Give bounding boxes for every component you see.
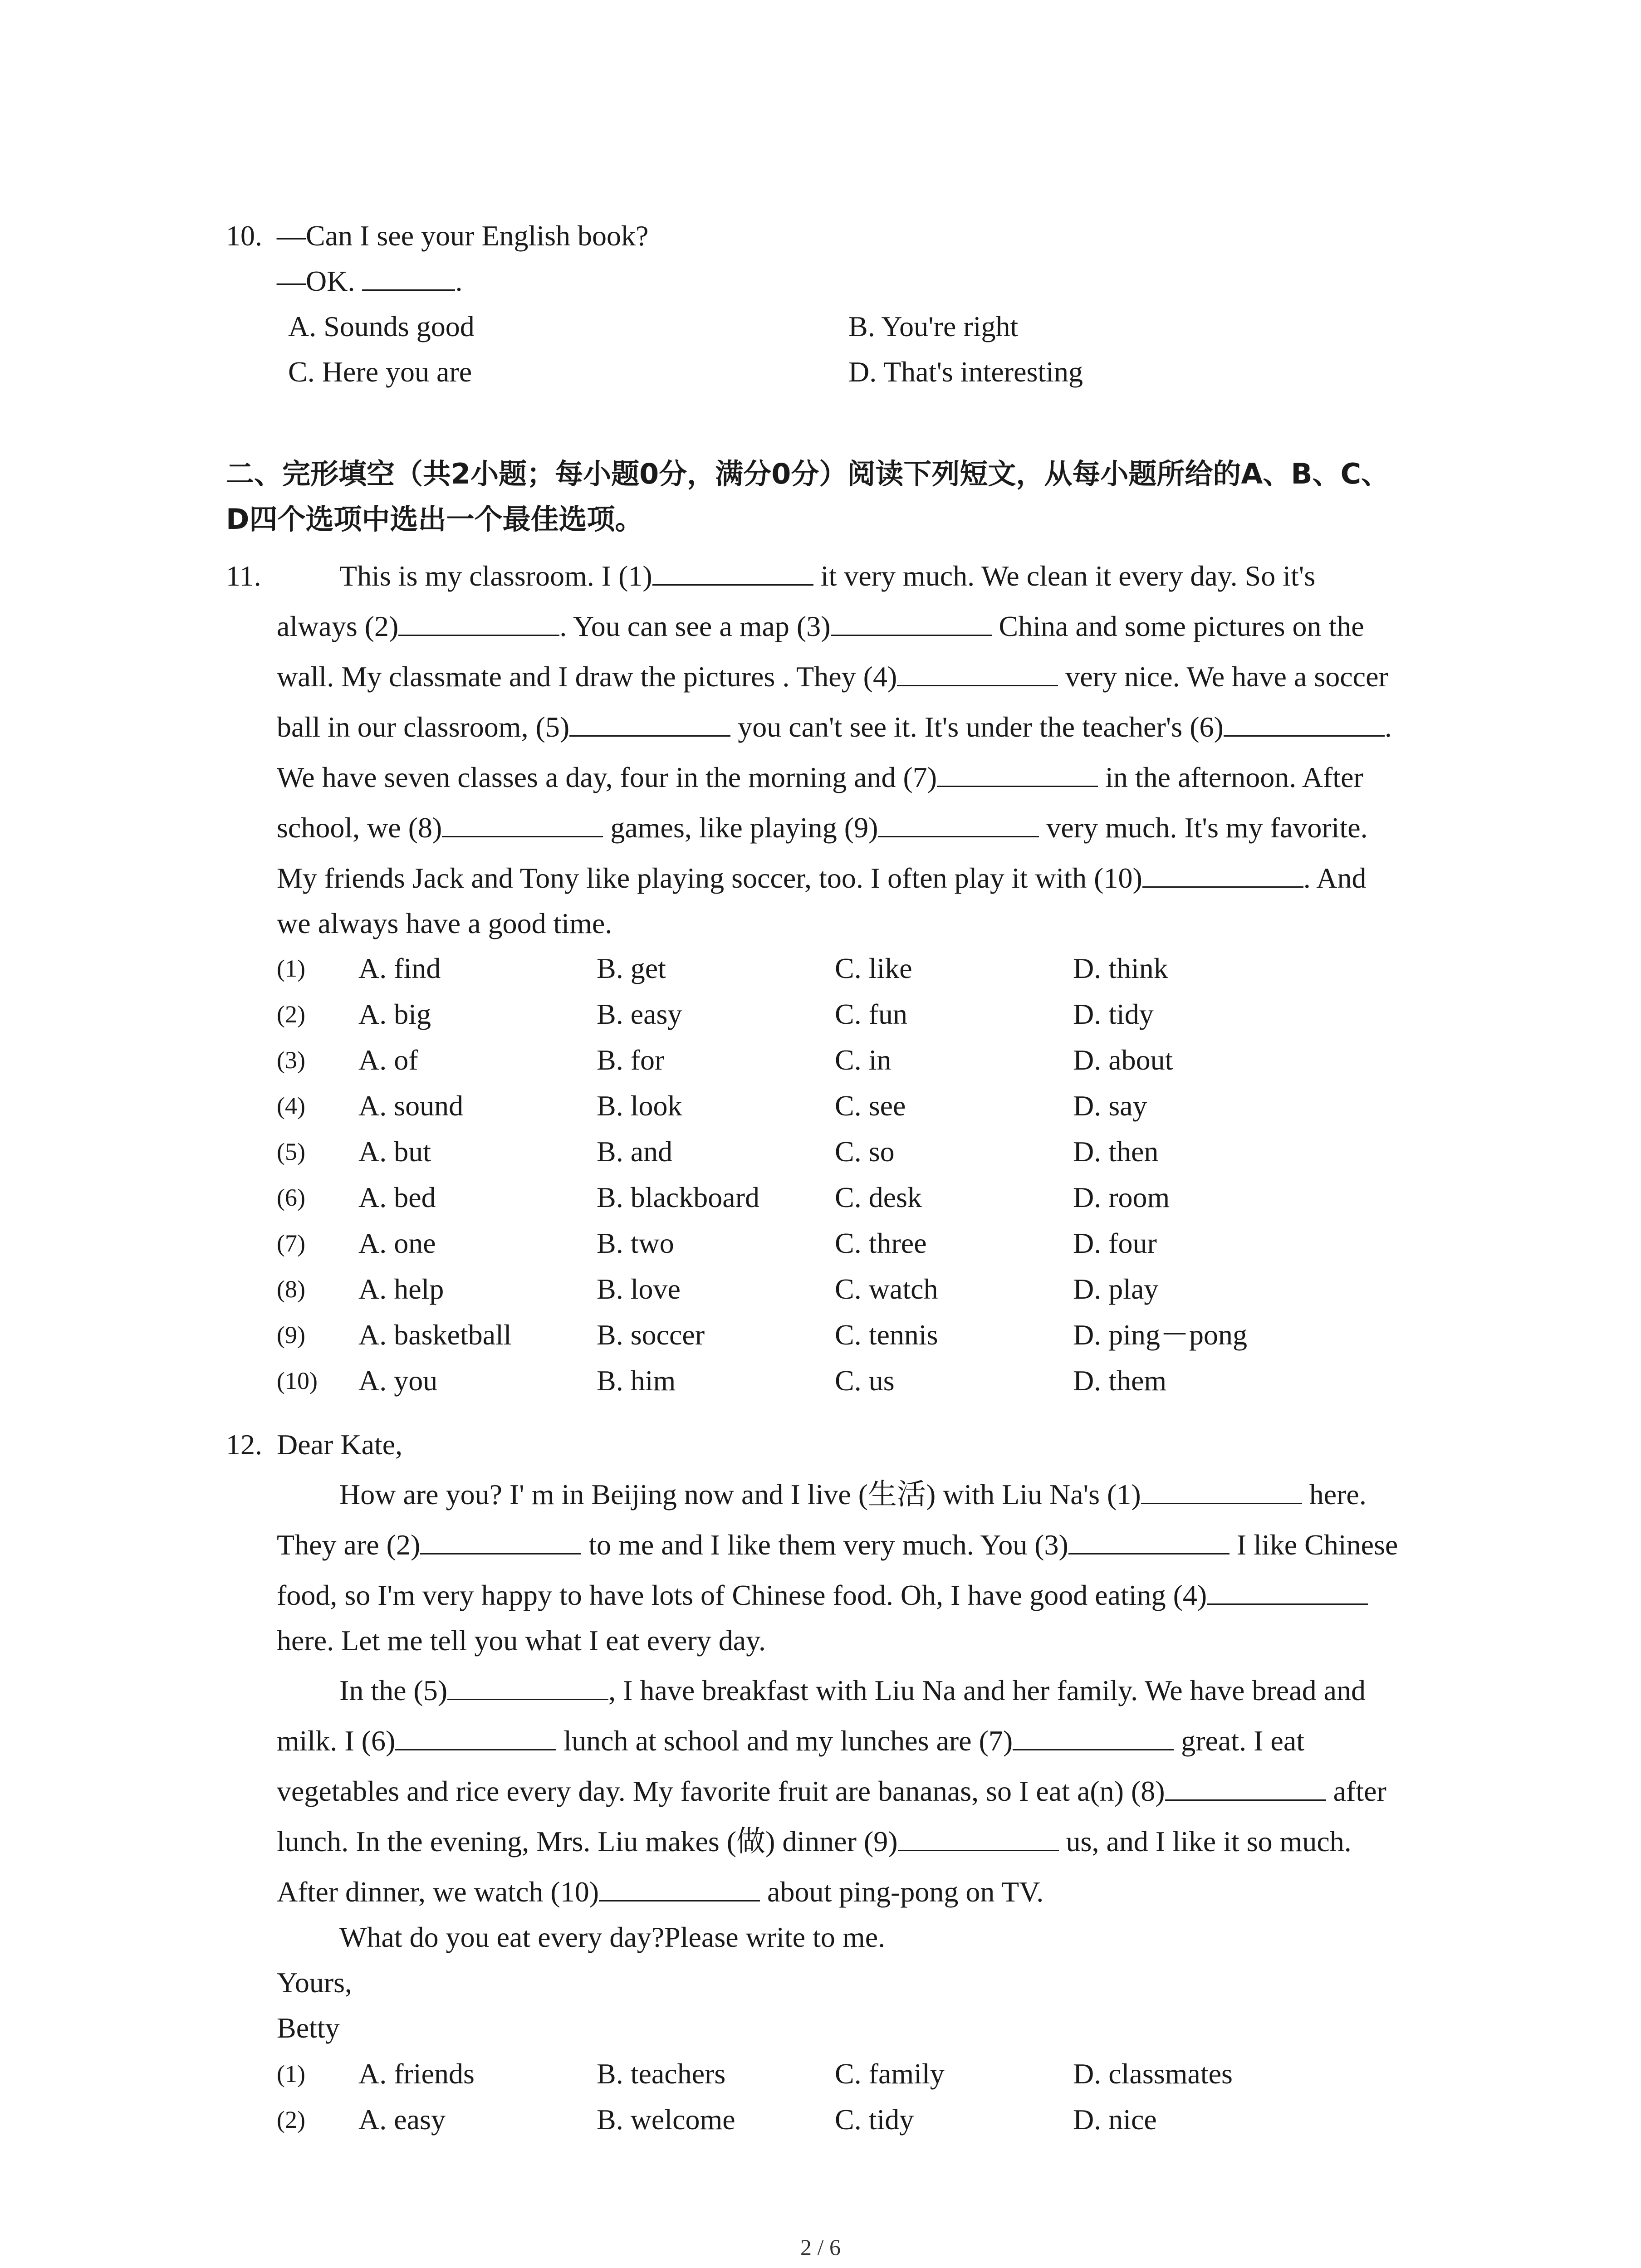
section-heading-line2: D四个选项中选出一个最佳选项。 bbox=[226, 503, 643, 536]
answer-blank bbox=[599, 1872, 760, 1901]
q10-line1: —Can I see your English book? bbox=[277, 220, 649, 252]
option-a: A. find bbox=[358, 952, 441, 984]
answer-blank bbox=[1165, 1771, 1326, 1801]
answer-blank bbox=[1141, 1475, 1302, 1504]
q10-option-c: C. Here you are bbox=[288, 356, 472, 388]
option-a: A. help bbox=[358, 1273, 444, 1305]
q11-passage-line: we always have a good time. bbox=[277, 907, 612, 939]
section-heading-line1: 二、完形填空（共2小题；每小题0分，满分0分）阅读下列短文，从每小题所给的A、B、C、 bbox=[226, 457, 1390, 490]
option-d: D. about bbox=[1073, 1044, 1173, 1076]
option-row-number: (10) bbox=[277, 1367, 318, 1394]
answer-blank bbox=[937, 758, 1098, 787]
option-row-number: (1) bbox=[277, 955, 305, 982]
option-row-number: (9) bbox=[277, 1321, 305, 1349]
q10-line2-prefix: —OK. bbox=[277, 265, 362, 297]
option-row-number: (5) bbox=[277, 1138, 305, 1165]
option-b: B. blackboard bbox=[597, 1181, 759, 1213]
q12-letter-line: here. Let me tell you what I eat every day. bbox=[277, 1624, 766, 1657]
option-row-number: (2) bbox=[277, 2106, 305, 2133]
answer-blank bbox=[420, 1525, 581, 1554]
option-row-number: (1) bbox=[277, 2060, 305, 2087]
q10-line2-suffix: . bbox=[455, 265, 463, 297]
q11-passage-line: school, we (8) games, like playing (9) very much. It's my favorite. bbox=[277, 805, 1368, 850]
q10-option-a: A. Sounds good bbox=[288, 310, 475, 342]
option-d: D. nice bbox=[1073, 2103, 1157, 2136]
q12-letter-line: In the (5) , I have breakfast with Liu Na and her family. We have bread and bbox=[339, 1668, 1366, 1713]
option-d: D. think bbox=[1073, 952, 1168, 984]
option-a: A. big bbox=[358, 998, 431, 1030]
answer-blank bbox=[878, 808, 1039, 837]
option-c: C. tennis bbox=[835, 1319, 938, 1351]
option-b: B. easy bbox=[597, 998, 682, 1030]
answer-blank bbox=[362, 261, 455, 291]
option-d: D. classmates bbox=[1073, 2058, 1233, 2090]
answer-blank bbox=[1068, 1525, 1230, 1554]
option-row-number: (7) bbox=[277, 1230, 305, 1257]
q11-passage-line: always (2) . You can see a map (3) China and some pictures on the bbox=[277, 604, 1364, 649]
option-c: C. see bbox=[835, 1090, 906, 1122]
option-c: C. us bbox=[835, 1364, 895, 1397]
option-row-number: (8) bbox=[277, 1276, 305, 1303]
option-c: C. so bbox=[835, 1135, 895, 1168]
option-a: A. easy bbox=[358, 2103, 446, 2136]
option-b: B. two bbox=[597, 1227, 674, 1259]
q10-option-d: D. That's interesting bbox=[848, 356, 1083, 388]
q12-letter-line: milk. I (6) lunch at school and my lunches are (7) great. I eat bbox=[277, 1718, 1304, 1764]
page-number: 2 / 6 bbox=[800, 2234, 841, 2260]
option-a: A. basketball bbox=[358, 1319, 512, 1351]
option-b: B. him bbox=[597, 1364, 676, 1397]
q11-number: 11. bbox=[226, 560, 261, 592]
option-d: D. them bbox=[1073, 1364, 1167, 1397]
q12-letter-line: vegetables and rice every day. My favorite fruit are bananas, so I eat a(n) (8) after bbox=[277, 1769, 1386, 1814]
answer-blank bbox=[652, 556, 813, 586]
q12-signature: Betty bbox=[277, 2012, 340, 2044]
option-b: B. soccer bbox=[597, 1319, 705, 1351]
answer-blank bbox=[831, 606, 992, 636]
answer-blank bbox=[398, 606, 559, 636]
option-b: B. and bbox=[597, 1135, 673, 1168]
option-c: C. in bbox=[835, 1044, 892, 1076]
q12-greeting: Dear Kate, bbox=[277, 1428, 403, 1461]
q12-letter-line: What do you eat every day?Please write to me. bbox=[339, 1921, 886, 1953]
answer-blank bbox=[897, 657, 1058, 686]
option-b: B. get bbox=[597, 952, 666, 984]
q12-closing: Yours, bbox=[277, 1966, 353, 1999]
option-a: A. bed bbox=[358, 1181, 436, 1213]
option-c: C. desk bbox=[835, 1181, 922, 1213]
option-d: D. say bbox=[1073, 1090, 1147, 1122]
option-d: D. room bbox=[1073, 1181, 1170, 1213]
option-c: C. fun bbox=[835, 998, 907, 1030]
option-a: A. one bbox=[358, 1227, 436, 1259]
answer-blank bbox=[1207, 1575, 1368, 1605]
option-a: A. sound bbox=[358, 1090, 464, 1122]
option-d: D. tidy bbox=[1073, 998, 1154, 1030]
q10-line2 bbox=[277, 259, 462, 304]
answer-blank bbox=[1224, 707, 1385, 737]
answer-blank bbox=[447, 1671, 608, 1700]
option-row-number: (6) bbox=[277, 1184, 305, 1211]
q11-passage-line: ball in our classroom, (5) you can't see it. It's under the teacher's (6) . bbox=[277, 704, 1392, 750]
option-d: D. play bbox=[1073, 1273, 1159, 1305]
option-b: B. teachers bbox=[597, 2058, 726, 2090]
q12-number: 12. bbox=[226, 1428, 262, 1461]
q11-passage-line: wall. My classmate and I draw the pictures . They (4) very nice. We have a soccer bbox=[277, 654, 1388, 699]
option-d: D. ping－pong bbox=[1073, 1319, 1247, 1351]
option-b: B. for bbox=[597, 1044, 665, 1076]
option-c: C. three bbox=[835, 1227, 927, 1259]
option-b: B. welcome bbox=[597, 2103, 735, 2136]
answer-blank bbox=[898, 1822, 1059, 1851]
answer-blank bbox=[569, 707, 730, 737]
option-row-number: (4) bbox=[277, 1092, 305, 1119]
option-d: D. four bbox=[1073, 1227, 1157, 1259]
q12-letter-line: How are you? I' m in Beijing now and I live (生活) with Liu Na's (1) here. bbox=[339, 1472, 1367, 1517]
q11-passage-line: My friends Jack and Tony like playing soccer, too. I often play it with (10) . And bbox=[277, 855, 1366, 901]
option-b: B. look bbox=[597, 1090, 682, 1122]
q10-number: 10. bbox=[226, 220, 262, 252]
answer-blank bbox=[442, 808, 603, 837]
option-b: B. love bbox=[597, 1273, 681, 1305]
option-row-number: (3) bbox=[277, 1046, 305, 1074]
answer-blank bbox=[1142, 858, 1303, 888]
option-c: C. family bbox=[835, 2058, 945, 2090]
q12-letter-line: lunch. In the evening, Mrs. Liu makes (做) dinner (9) us, and I like it so much. bbox=[277, 1819, 1352, 1864]
option-c: C. like bbox=[835, 952, 912, 984]
option-d: D. then bbox=[1073, 1135, 1159, 1168]
q12-letter-line: They are (2) to me and I like them very much. You (3) I like Chinese bbox=[277, 1522, 1398, 1568]
answer-blank bbox=[395, 1721, 556, 1750]
q11-passage-line: This is my classroom. I (1) it very much. We clean it every day. So it's bbox=[339, 553, 1315, 599]
option-row-number: (2) bbox=[277, 1001, 305, 1028]
option-c: C. watch bbox=[835, 1273, 938, 1305]
answer-blank bbox=[1013, 1721, 1174, 1750]
option-a: A. of bbox=[358, 1044, 418, 1076]
option-c: C. tidy bbox=[835, 2103, 914, 2136]
q10-option-b: B. You're right bbox=[848, 310, 1019, 342]
option-a: A. but bbox=[358, 1135, 431, 1168]
q12-letter-line: After dinner, we watch (10) about ping-pong on TV. bbox=[277, 1869, 1043, 1915]
option-a: A. you bbox=[358, 1364, 438, 1397]
option-a: A. friends bbox=[358, 2058, 475, 2090]
q11-passage-line: We have seven classes a day, four in the morning and (7) in the afternoon. After bbox=[277, 755, 1363, 800]
q12-letter-line: food, so I'm very happy to have lots of Chinese food. Oh, I have good eating (4) bbox=[277, 1573, 1368, 1618]
